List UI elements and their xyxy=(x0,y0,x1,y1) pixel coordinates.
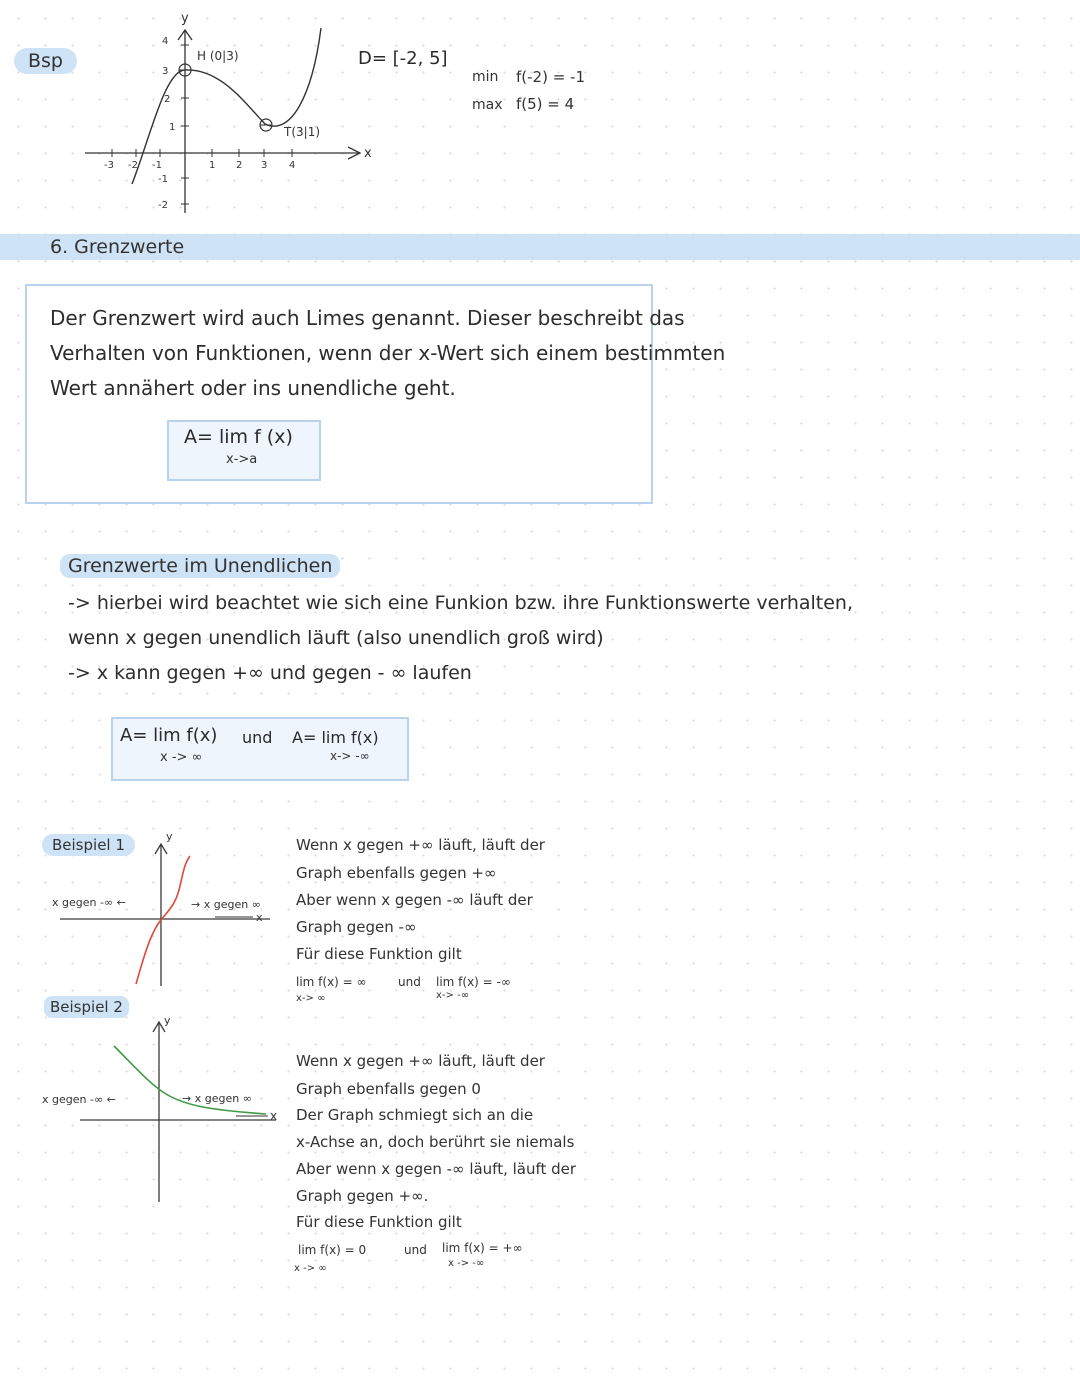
y-tick-label: -2 xyxy=(158,200,168,211)
example2-limit-left-sub: x -> ∞ xyxy=(294,1263,327,1274)
x-tick-label: -2 xyxy=(128,160,138,171)
section-title: 6. Grenzwerte xyxy=(50,236,185,258)
x-tick-label: -3 xyxy=(104,160,114,171)
x-tick-label: 4 xyxy=(289,160,296,171)
example2-y-label: y xyxy=(164,1014,171,1027)
min-value: f(-2) = -1 xyxy=(516,68,586,86)
formula-plus-infinity: A= lim f(x) xyxy=(120,725,218,746)
example2-limit-right: lim f(x) = +∞ xyxy=(442,1241,523,1255)
y-tick-label: 3 xyxy=(162,66,169,77)
infinity-text-line: wenn x gegen unendlich läuft (also unendlich groß wird) xyxy=(68,627,604,649)
example-badge-bsp xyxy=(14,48,77,74)
example1-limit-left-sub: x-> ∞ xyxy=(296,993,326,1004)
limit-formula: A= lim f (x) xyxy=(184,426,293,448)
y-tick-label: -1 xyxy=(158,174,168,185)
max-label: max xyxy=(472,97,503,113)
example1-right-note: → x gegen ∞ xyxy=(191,898,261,911)
example1-graph xyxy=(40,826,290,996)
subsection-title-badge xyxy=(60,554,340,578)
example2-right-note: → x gegen ∞ xyxy=(182,1092,252,1105)
cubic-function-graph xyxy=(80,8,380,218)
example2-text-line: Aber wenn x gegen -∞ läuft, läuft der xyxy=(296,1160,577,1178)
example-label: Bsp xyxy=(28,50,63,72)
example1-limit-and: und xyxy=(398,975,421,989)
example1-text-line: Wenn x gegen +∞ läuft, läuft der xyxy=(296,836,545,854)
example1-text-line: Graph ebenfalls gegen +∞ xyxy=(296,864,497,882)
example1-text-line: Aber wenn x gegen -∞ läuft der xyxy=(296,891,533,909)
example1-text-line: Für diese Funktion gilt xyxy=(296,945,462,963)
example1-limit-right-sub: x-> -∞ xyxy=(436,990,470,1001)
definition-line: Wert annähert oder ins unendliche geht. xyxy=(50,376,456,400)
max-value: f(5) = 4 xyxy=(516,95,575,113)
point-t-label: T(3|1) xyxy=(284,125,321,139)
y-tick-label: 1 xyxy=(169,122,176,133)
x-axis-label: x xyxy=(364,146,372,161)
x-tick-label: 2 xyxy=(236,160,243,171)
example2-limit-left: lim f(x) = 0 xyxy=(298,1243,367,1257)
x-tick-label: 3 xyxy=(261,160,268,171)
example1-label: Beispiel 1 xyxy=(52,836,125,854)
x-tick-label: -1 xyxy=(152,160,162,171)
example2-text-line: Graph gegen +∞. xyxy=(296,1187,429,1205)
formula-plus-infinity-sub: x -> ∞ xyxy=(160,750,203,765)
x-tick-label: 1 xyxy=(209,160,216,171)
infinity-text-line: -> hierbei wird beachtet wie sich eine Funkion bzw. ihre Funktionswerte verhalten, xyxy=(68,592,854,614)
limit-formula-subscript: x->a xyxy=(226,452,258,467)
min-label: min xyxy=(472,69,499,85)
example2-graph xyxy=(36,1010,286,1210)
example2-text-line: Für diese Funktion gilt xyxy=(296,1213,462,1231)
example1-limit-left: lim f(x) = ∞ xyxy=(296,975,367,989)
example2-limit-right-sub: x -> -∞ xyxy=(448,1258,485,1269)
example2-x-label: x xyxy=(270,1109,278,1123)
example2-text-line: Graph ebenfalls gegen 0 xyxy=(296,1080,481,1098)
y-tick-label: 2 xyxy=(164,94,171,105)
formula-minus-infinity: A= lim f(x) xyxy=(292,728,379,747)
example1-y-label: y xyxy=(166,830,173,843)
infinity-text-line: -> x kann gegen +∞ und gegen - ∞ laufen xyxy=(68,662,472,684)
example1-limit-right: lim f(x) = -∞ xyxy=(436,975,511,989)
formula-and: und xyxy=(242,728,273,747)
example2-label: Beispiel 2 xyxy=(50,998,123,1016)
example2-text-line: Der Graph schmiegt sich an die xyxy=(296,1106,534,1124)
subsection-title: Grenzwerte im Unendlichen xyxy=(68,555,333,577)
point-h-label: H (0|3) xyxy=(197,49,239,63)
y-axis-label: y xyxy=(181,11,189,26)
domain-label: D= [-2, 5] xyxy=(358,48,448,69)
definition-line: Der Grenzwert wird auch Limes genannt. Dieser beschreibt das xyxy=(50,306,685,330)
example1-left-note: x gegen -∞ ← xyxy=(52,896,126,909)
example2-limit-and: und xyxy=(404,1243,427,1257)
example2-text-line: Wenn x gegen +∞ läuft, läuft der xyxy=(296,1052,545,1070)
example1-text-line: Graph gegen -∞ xyxy=(296,918,417,936)
example2-text-line: x-Achse an, doch berührt sie niemals xyxy=(296,1133,575,1151)
example1-curve xyxy=(136,856,190,984)
y-tick-label: 4 xyxy=(162,36,169,47)
formula-minus-infinity-sub: x-> -∞ xyxy=(330,749,370,763)
definition-line: Verhalten von Funktionen, wenn der x-Wert sich einem bestimmten xyxy=(50,341,726,365)
example1-x-label: x xyxy=(256,911,263,924)
example2-left-note: x gegen -∞ ← xyxy=(42,1093,116,1106)
